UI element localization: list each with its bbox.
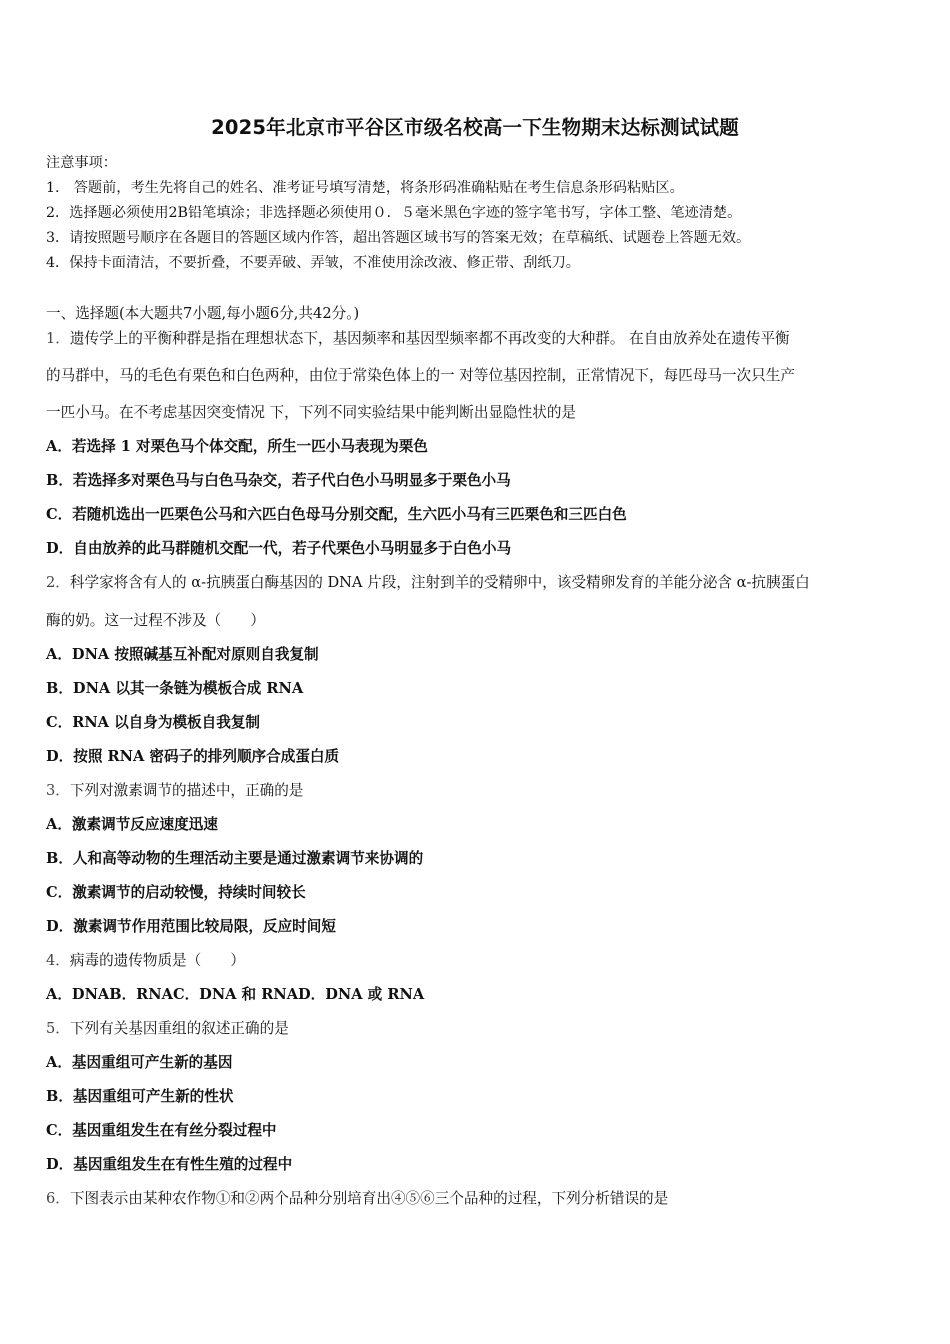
notice-item: 3．请按照题号顺序在各题目的答题区域内作答，超出答题区域书写的答案无效；在草稿纸、试题卷上答题无效。	[46, 230, 751, 246]
notice-item: 2．选择题必须使用2B铅笔填涂；非选择题必须使用０．５毫米黑色字迹的签字笔书写，字体工整、笔迹清楚。	[46, 205, 742, 221]
question-text: 遗传学上的平衡种群是指在理想状态下，基因频率和基因型频率都不再改变的大种群。 在自由放养处在遗传平衡	[69, 330, 790, 347]
question-text: 下列对激素调节的描述中，正确的是	[69, 782, 304, 799]
question-3-stem	[46, 779, 910, 800]
notice-heading: 注意事项：	[46, 155, 117, 171]
notice-item: 4．保持卡面清洁，不要折叠，不要弄破、弄皱，不准使用涂改液、修正带、刮纸刀。	[46, 255, 580, 271]
question-text: 科学家将含有人的 α-抗胰蛋白酶基因的 DNA 片段，注射到羊的受精卵中，该受精卵发育的羊能分泌含 α-抗胰蛋白	[69, 574, 810, 591]
option-a: A．激素调节反应速度迅速	[46, 816, 218, 833]
question-text: 一匹小马。在不考虑基因突变情况 下，下列不同实验结果中能判断出显隐性状的是	[46, 404, 577, 421]
question-number: 5．	[46, 1020, 70, 1037]
question-number: 4．	[46, 952, 70, 969]
option-b: B．人和高等动物的生理活动主要是通过激素调节来协调的	[46, 850, 424, 867]
option-c: C．RNA 以自身为模板自我复制	[46, 714, 261, 731]
question-text: 下列有关基因重组的叙述正确的是	[69, 1020, 289, 1037]
option-b: B．若选择多对栗色马与白色马杂交，若子代白色小马明显多于栗色小马	[46, 472, 511, 489]
option-d: D．激素调节作用范围比较局限，反应时间短	[46, 918, 336, 935]
question-4-stem	[46, 949, 910, 970]
option-line: A．DNAB．RNAC．DNA 和 RNAD．DNA 或 RNA	[46, 986, 425, 1003]
option-b: B．基因重组可产生新的性状	[46, 1088, 234, 1105]
section-heading: 一、选择题(本大题共7小题,每小题6分,共42分。)	[46, 305, 360, 322]
notice-item: 1. 答题前，考生先将自己的姓名、准考证号填写清楚，将条形码准确粘贴在考生信息条形码粘贴区。	[46, 180, 684, 196]
option-a: A．基因重组可产生新的基因	[46, 1054, 233, 1071]
page-title: 2025年北京市平谷区市级名校高一下生物期末达标测试试题	[211, 116, 739, 139]
option-b: B．DNA 以其一条链为模板合成 RNA	[46, 680, 304, 697]
question-text: 酶的奶。这一过程不涉及（ ）	[46, 612, 265, 629]
question-2-stem	[46, 571, 910, 592]
question-1-stem	[46, 327, 910, 348]
option-d: D．自由放养的此马群随机交配一代，若子代栗色小马明显多于白色小马	[46, 540, 512, 557]
option-d: D．按照 RNA 密码子的排列顺序合成蛋白质	[46, 748, 340, 765]
question-5-stem	[46, 1017, 910, 1038]
option-c: C．基因重组发生在有丝分裂过程中	[46, 1122, 277, 1139]
question-text: 下图表示由某种农作物①和②两个品种分别培育出④⑤⑥三个品种的过程，下列分析错误的是	[69, 1190, 669, 1207]
question-number: 2．	[46, 574, 70, 591]
question-number: 6．	[46, 1190, 70, 1207]
option-a: A．DNA 按照碱基互补配对原则自我复制	[46, 646, 319, 663]
question-text: 的马群中，马的毛色有栗色和白色两种，由位于常染色体上的一 对等位基因控制，正常情况下，每匹母马一次只生产	[46, 367, 795, 384]
option-d: D．基因重组发生在有性生殖的过程中	[46, 1156, 293, 1173]
question-number: 3．	[46, 782, 70, 799]
option-a: A．若选择 1 对栗色马个体交配，所生一匹小马表现为栗色	[46, 438, 428, 455]
question-6-stem	[46, 1187, 910, 1208]
option-c: C．激素调节的启动较慢，持续时间较长	[46, 884, 306, 901]
question-number: 1．	[46, 330, 70, 347]
question-text: 病毒的遗传物质是（ ）	[69, 952, 246, 969]
option-c: C．若随机选出一匹栗色公马和六匹白色母马分别交配，生六匹小马有三匹栗色和三匹白色	[46, 506, 627, 523]
